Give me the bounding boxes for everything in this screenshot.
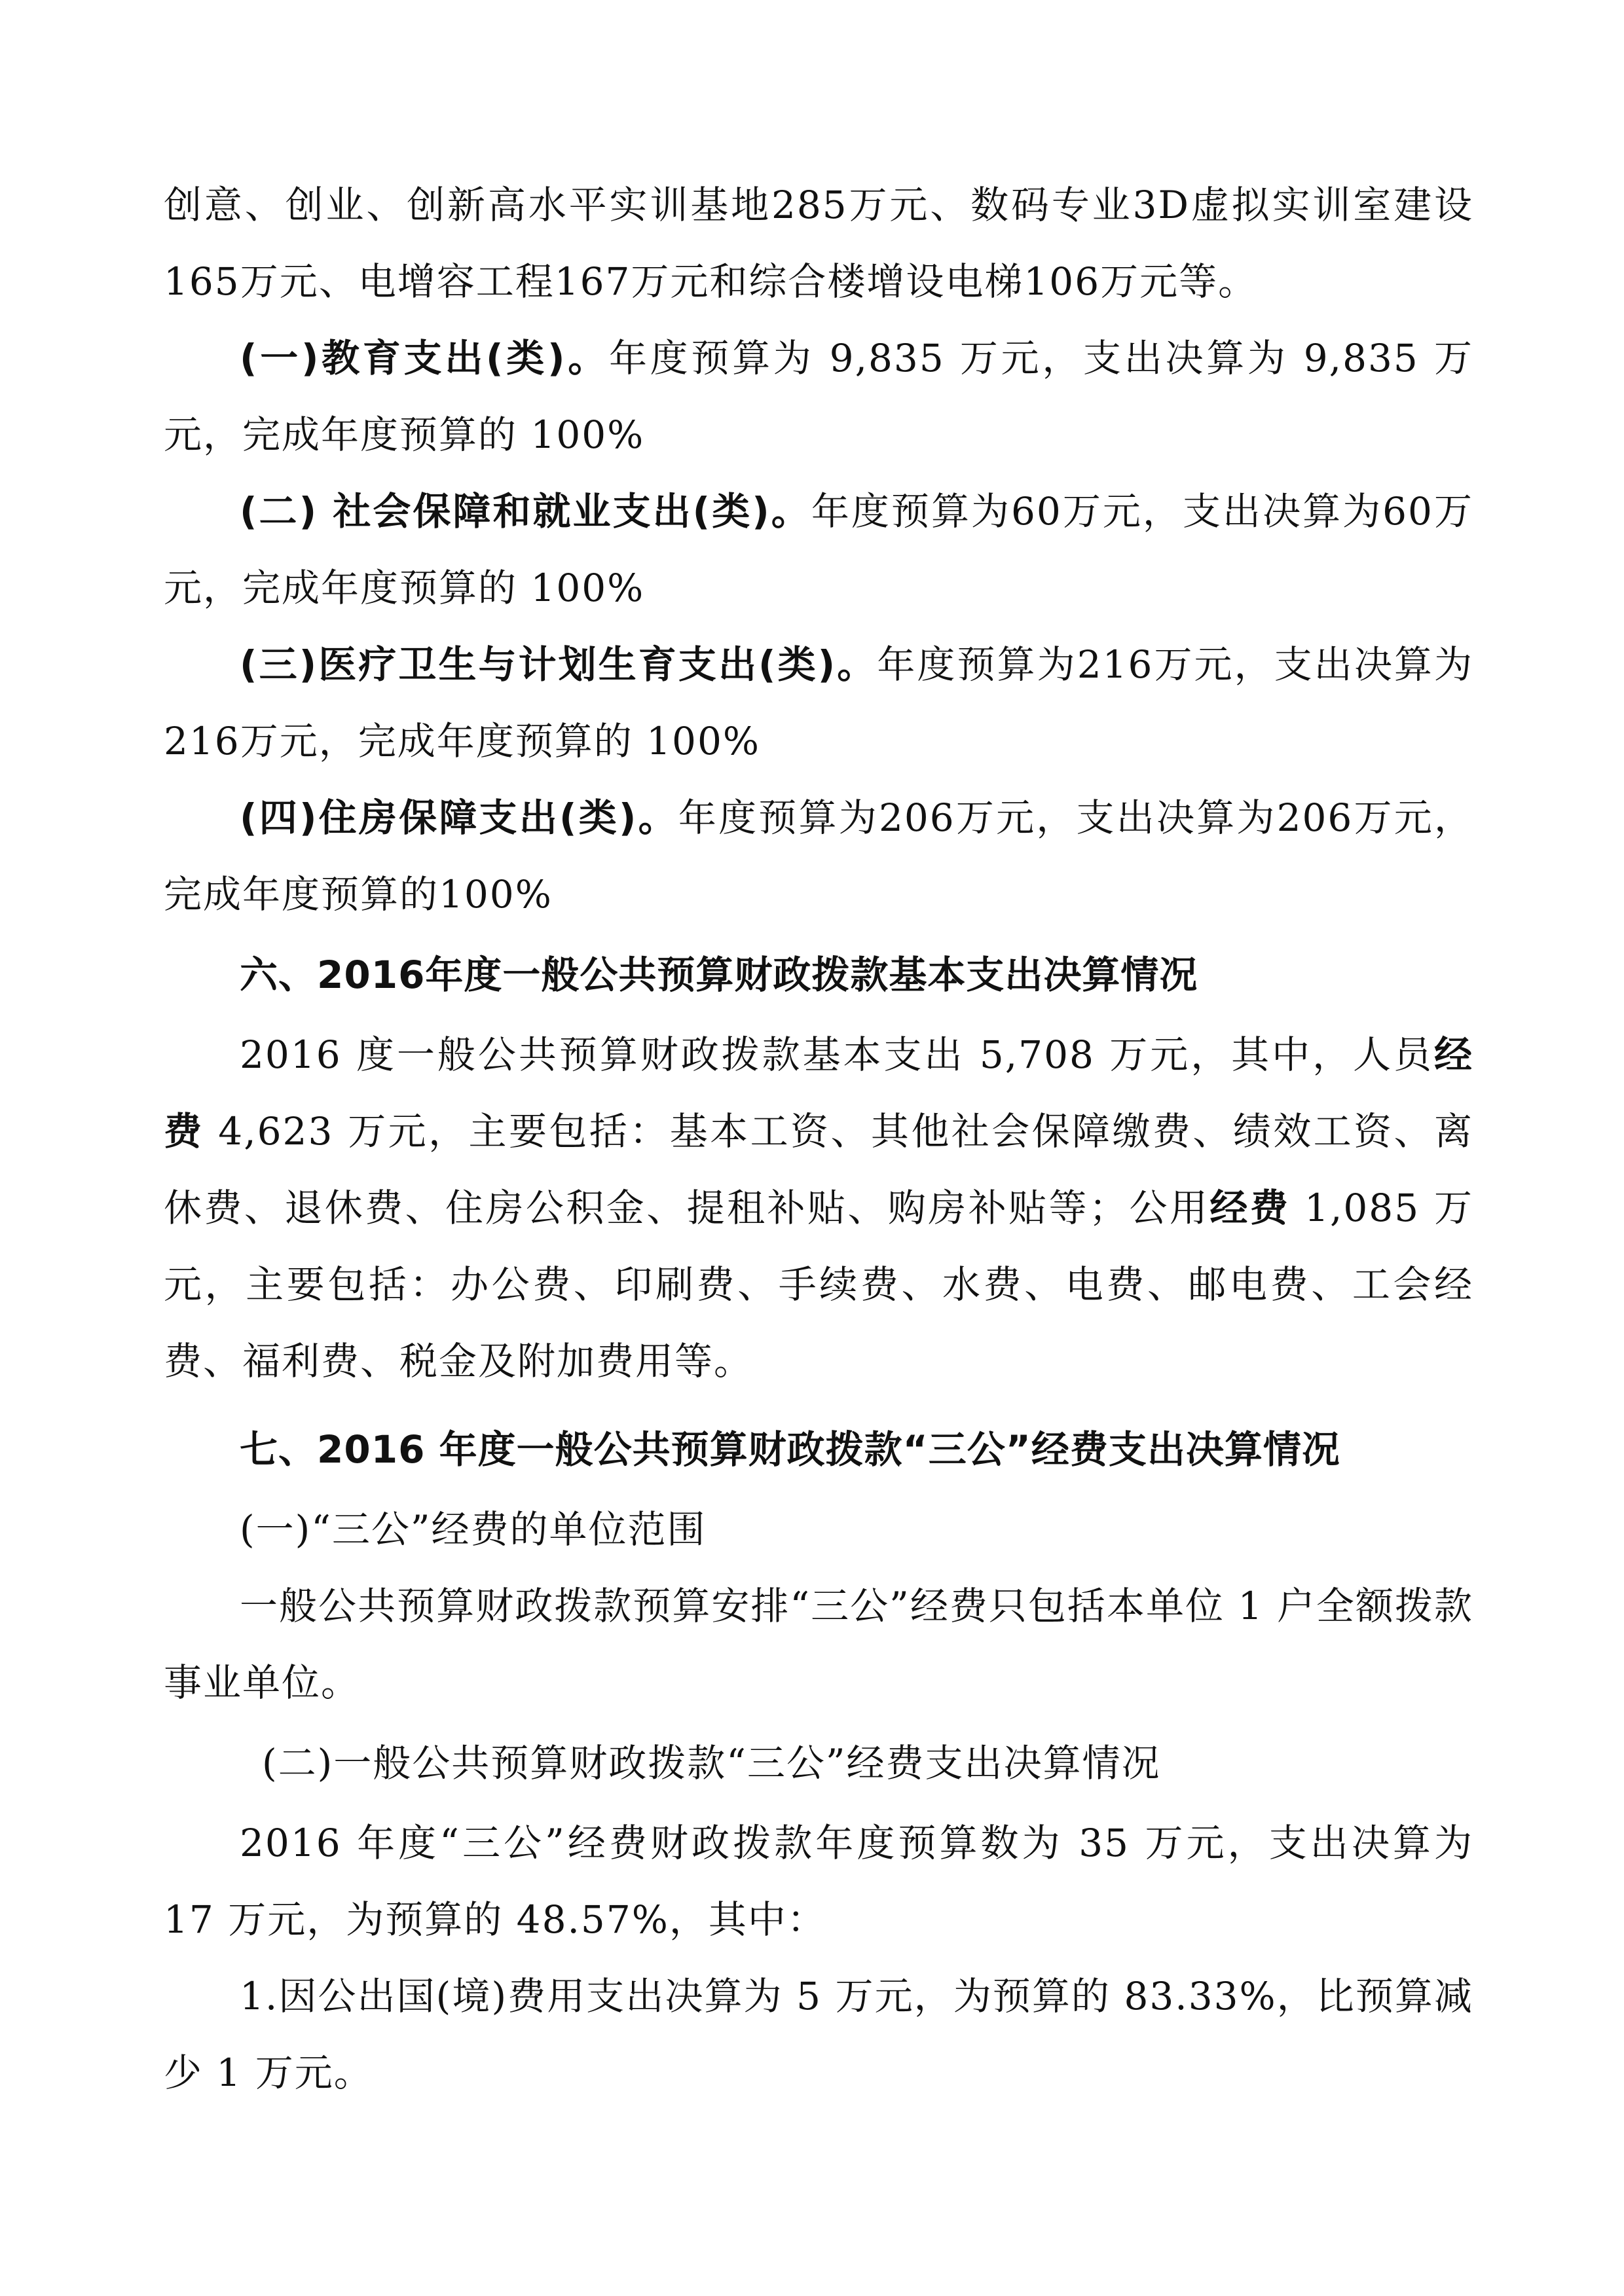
paragraph-medical-expense — [164, 627, 1473, 780]
section-heading-three-public: 七、2016 年度一般公共预算财政拨款“三公”经费支出决算情况 — [240, 1427, 1340, 1472]
paragraph-lead: (三)医疗卫生与计划生育支出(类)。 — [240, 642, 877, 687]
section-heading-basic-expense: 六、2016年度一般公共预算财政拨款基本支出决算情况 — [240, 953, 1198, 997]
paragraph-continuation: 创意、创业、创新高水平实训基地285万元、数码专业3D虚拟实训室建设165万元、电增容工程167万元和综合楼增设电梯106万元等。 — [164, 183, 1473, 304]
subheading-scope: (一)“三公”经费的单位范围 — [240, 1507, 707, 1552]
paragraph-housing-expense — [164, 780, 1473, 933]
paragraph-education-expense — [164, 320, 1473, 473]
paragraph-body: 4,623 万元，主要包括：基本工资、其他社会保障缴费、绩效工资、离休费、退休费、住房公积金、提租补贴、购房补贴等；公用 — [164, 1109, 1473, 1230]
paragraph-lead: 经费 — [164, 1032, 1473, 1154]
paragraph-body: 年度预算为60万元，支出决算为60万元，完成年度预算的 100% — [164, 489, 1473, 610]
paragraph-scope: 一般公共预算财政拨款预算安排“三公”经费只包括本单位 1 户全额拨款事业单位。 — [164, 1584, 1473, 1705]
paragraph-body: 年度预算为216万元，支出决算为216万元，完成年度预算的 100% — [164, 642, 1473, 763]
paragraph-lead: (二) 社会保障和就业支出(类)。 — [240, 489, 811, 534]
paragraph-body: 2016 度一般公共预算财政拨款基本支出 5,708 万元，其中，人员 — [240, 1032, 1434, 1077]
paragraph-three-public-expense: 2016 年度“三公”经费财政拨款年度预算数为 35 万元，支出决算为 17 万元，为预算的 48.57%，其中： — [164, 1821, 1473, 1942]
paragraph-lead: (一)教育支出(类)。 — [240, 336, 609, 380]
paragraph-basic-expense — [164, 1017, 1473, 1400]
subheading-three-public-expense: (二)一般公共预算财政拨款“三公”经费支出决算情况 — [262, 1741, 1161, 1785]
paragraph-lead: 经费 — [1209, 1186, 1291, 1230]
document-page — [164, 167, 1473, 2111]
paragraph-body: 年度预算为206万元，支出决算为206万元，完成年度预算的100% — [164, 795, 1473, 917]
paragraph-overseas-expense: 1.因公出国(境)费用支出决算为 5 万元，为预算的 83.33%，比预算减少 1 万元。 — [164, 1974, 1473, 2095]
paragraph-body: 年度预算为 9,835 万元，支出决算为 9,835 万元，完成年度预算的 100% — [164, 336, 1473, 457]
paragraph-social-security-expense — [164, 473, 1473, 627]
paragraph-lead: (四)住房保障支出(类)。 — [240, 795, 678, 840]
paragraph-body: 1,085 万元，主要包括：办公费、印刷费、手续费、水费、电费、邮电费、工会经费、福利费、税金及附加费用等。 — [164, 1186, 1473, 1383]
